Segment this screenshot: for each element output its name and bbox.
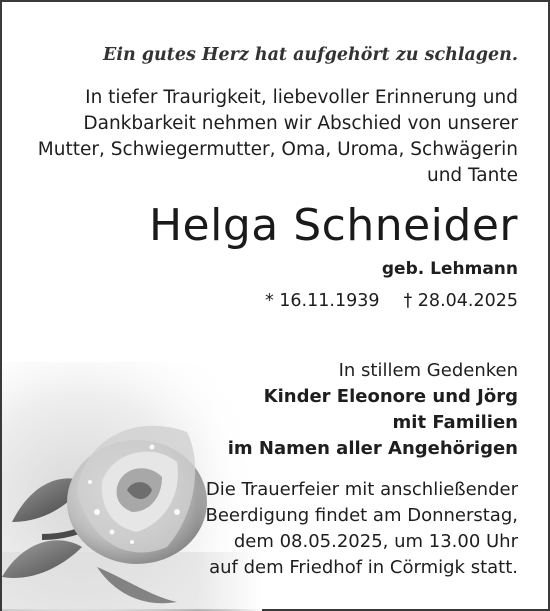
- mourners-line: im Namen aller Angehörigen: [227, 438, 518, 459]
- intro-line: Mutter, Schwiegermutter, Oma, Uroma, Schwägerin: [37, 139, 518, 160]
- mourners-intro: In stillem Gedenken: [338, 360, 518, 381]
- death-date: † 28.04.2025: [403, 291, 518, 311]
- intro-line: In tiefer Traurigkeit, liebevoller Erinnerung und: [85, 87, 518, 108]
- funeral-line: dem 08.05.2025, um 13.00 Uhr: [233, 531, 518, 552]
- mourners-line: Kinder Eleonore und Jörg: [263, 386, 518, 407]
- maiden-name: geb. Lehmann: [381, 259, 518, 279]
- birth-date: * 16.11.1939: [264, 291, 380, 311]
- funeral-line: auf dem Friedhof in Cörmigk statt.: [209, 557, 518, 578]
- intro-text: [38, 85, 518, 189]
- intro-line: Dankbarkeit nehmen wir Abschied von unserer: [83, 113, 518, 134]
- life-dates: [265, 291, 518, 311]
- mourners-block: [228, 358, 518, 462]
- funeral-line: Die Trauerfeier mit anschließender: [205, 479, 518, 500]
- motto: Ein gutes Herz hat aufgehört zu schlagen.: [103, 45, 518, 65]
- funeral-line: Beerdigung findet am Donnerstag,: [205, 505, 518, 526]
- mourners-line: mit Familien: [392, 412, 518, 433]
- deceased-name: Helga Schneider: [148, 200, 518, 251]
- intro-line: und Tante: [426, 165, 518, 186]
- funeral-details: [206, 477, 519, 581]
